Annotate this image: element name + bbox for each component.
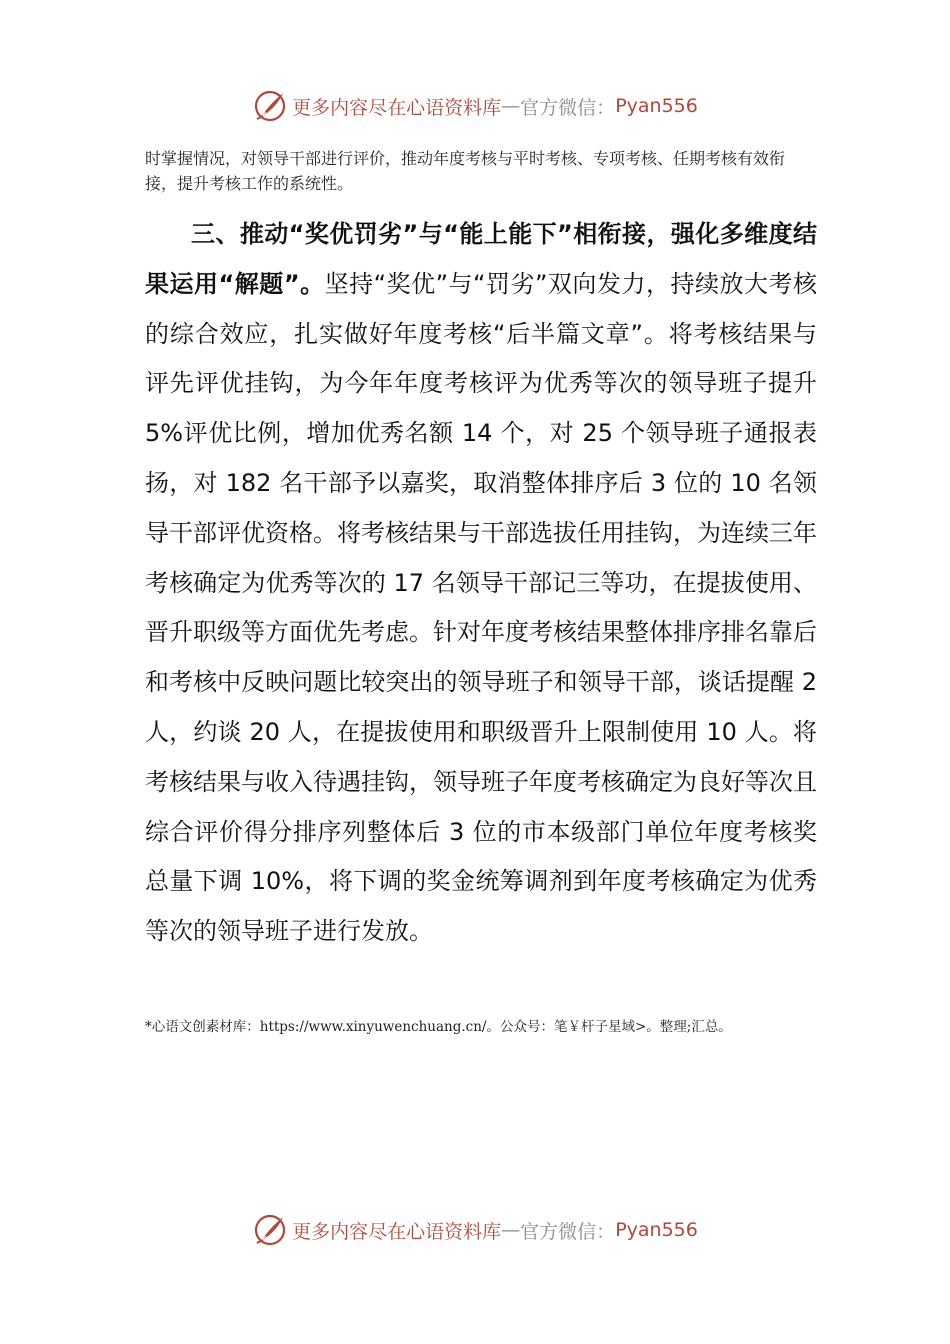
source-footnote: *心语文创素材库：https://www.xinyuwenchuang.cn/。公众号：笔￥杆子星域>。整理;汇总。: [145, 1019, 732, 1035]
banner-label: 官方微信：: [520, 96, 616, 119]
section-body: 坚持“奖优”与“罚劣”双向发力，持续放大考核的综合效应，扎实做好年度考核“后半篇文章”。将考核结果与评先评优挂钩，为今年年度考核评为优秀等次的领导班子提升 5%评优比例，增加优秀名额 14 个，对 25 个领导班子通报表扬，对 182 名干部予以嘉奖，取消整体排序后 3 位的 10 名领导干部评优资格。将考核结果与干部选拔任用挂钩，为连续三年考核确定为优秀等次的 17 名领导干部记三等功，在提拔使用、晋升职级等方面优先考虑。针对年度考核结果整体排序排名靠后和考核中反映问题比较突出的领导班子和领导干部，谈话提醒 2 人，约谈 20 人，在提拔使用和职级晋升上限制使用 10 人。将考核结果与收入待遇挂钩，领导班子年度考核确定为良好等次且综合评价得分排序列整体后 3 位的市本级部门单位年度考核奖总量下调 10%，将下调的奖金统筹调剂到年度考核确定为优秀等次的领导班子进行发放。: [145, 269, 818, 946]
banner-label: 官方微信：: [520, 1220, 616, 1243]
banner-brand: 更多内容尽在心语资料库: [292, 96, 502, 119]
banner-brand: 更多内容尽在心语资料库: [292, 1220, 502, 1243]
banner-handle: Pyan556: [615, 1219, 698, 1241]
footer-banner: [0, 1208, 950, 1252]
intro-paragraph: [145, 146, 815, 196]
section-heading: 三、推动“奖优罚劣”与“能上能下”相衔接，强化多维度结果运用“解题”。: [145, 220, 817, 298]
header-banner: [0, 84, 950, 128]
banner-handle: Pyan556: [615, 95, 698, 117]
quill-pen-logo-icon: [252, 88, 288, 124]
section-paragraph: [145, 210, 817, 957]
banner-separator: —: [501, 95, 521, 117]
intro-text: 时掌握情况，对领导干部进行评价，推动年度考核与平时考核、专项考核、任期考核有效衔接，提升考核工作的系统性。: [145, 149, 786, 193]
quill-pen-logo-icon: [252, 1212, 288, 1248]
banner-separator: —: [501, 1219, 521, 1241]
